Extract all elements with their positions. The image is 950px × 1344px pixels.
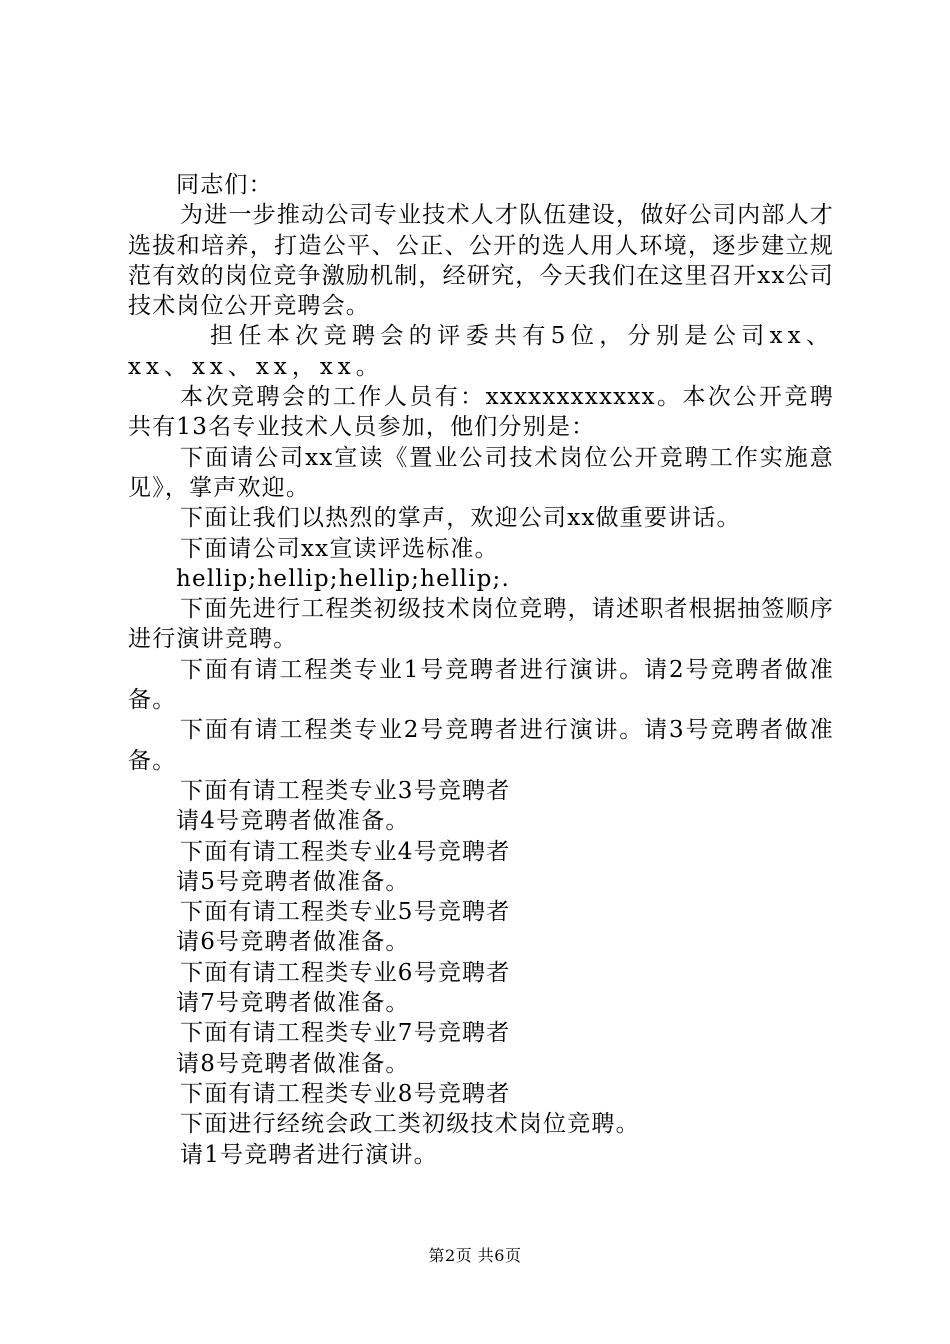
document-body xyxy=(128,170,834,1170)
paragraph-candidate-6: 下面有请工程类专业6号竞聘者 xyxy=(180,959,511,986)
salutation: 同志们： xyxy=(176,172,273,198)
paragraph-candidate-8: 下面有请工程类专业8号竞聘者 xyxy=(180,1080,511,1107)
paragraph-staff: 本次竞聘会的工作人员有：xxxxxxxxxxxx。本次公开竞聘共有13名专业技术人员参加，他们分别是： xyxy=(128,384,834,441)
paragraph-reading-opinion: 下面请公司xx宣读《置业公司技术岗位公开竞聘工作实施意见》，掌声欢迎。 xyxy=(128,444,834,501)
paragraph-prepare-5: 请5号竞聘者做准备。 xyxy=(176,868,410,895)
paragraph-candidate-7: 下面有请工程类专业7号竞聘者 xyxy=(180,1020,511,1047)
paragraph-prepare-8: 请8号竞聘者做准备。 xyxy=(176,1050,410,1077)
paragraph-candidate-5: 下面有请工程类专业5号竞聘者 xyxy=(180,899,511,926)
paragraph-candidate-3: 下面有请工程类专业3号竞聘者 xyxy=(180,777,511,804)
paragraph-speech: 下面让我们以热烈的掌声，欢迎公司xx做重要讲话。 xyxy=(180,505,741,532)
paragraph-opening: 为进一步推动公司专业技术人才队伍建设，做好公司内部人才选拔和培养，打造公平、公正、公开的选人用人环境，逐步建立规范有效的岗位竞争激励机制，经研究，今天我们在这里召开xx公司技术岗位公开竞聘会。 xyxy=(128,202,834,320)
paragraph-prepare-6: 请6号竞聘者做准备。 xyxy=(176,929,410,956)
paragraph-prepare-4: 请4号竞聘者做准备。 xyxy=(176,808,410,835)
paragraph-engineering-start: 下面先进行工程类初级技术岗位竞聘，请述职者根据抽签顺序进行演讲竞聘。 xyxy=(128,596,834,653)
paragraph-candidate-1: 下面有请工程类专业1号竞聘者进行演讲。请2号竞聘者做准备。 xyxy=(128,656,834,714)
paragraph-candidate-4: 下面有请工程类专业4号竞聘者 xyxy=(180,838,511,865)
paragraph-candidate-2: 下面有请工程类专业2号竞聘者进行演讲。请3号竞聘者做准备。 xyxy=(128,717,834,774)
paragraph-economics-candidate-1: 请1号竞聘者进行演讲。 xyxy=(180,1141,438,1168)
page-footer: 第2页 共6页 xyxy=(428,1246,522,1265)
paragraph-ellipsis: hellip;hellip;hellip;hellip;. xyxy=(176,565,510,592)
paragraph-economics-start: 下面进行经统会政工类初级技术岗位竞聘。 xyxy=(180,1111,640,1138)
paragraph-judges: 担任本次竞聘会的评委共有5位，分别是公司xx、xx、xx、xx，xx。 xyxy=(128,323,834,380)
paragraph-criteria: 下面请公司xx宣读评选标准。 xyxy=(180,535,499,562)
paragraph-prepare-7: 请7号竞聘者做准备。 xyxy=(176,990,410,1017)
